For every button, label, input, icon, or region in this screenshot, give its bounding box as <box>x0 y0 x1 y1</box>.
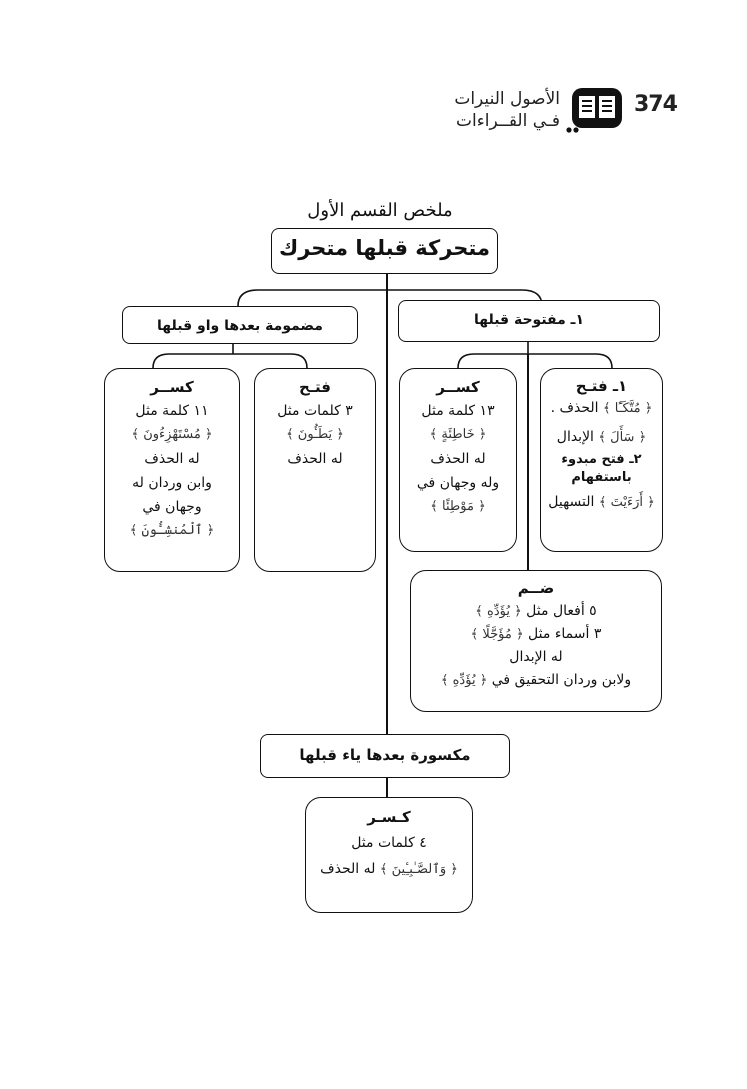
right-kasra-count: ١٣ كلمة مثل <box>421 403 495 419</box>
left-fatha-rule: له الحذف <box>287 451 343 467</box>
left-kasra-extra2: وجهان في <box>142 499 202 515</box>
section-heading: ملخص القسم الأول <box>307 200 453 221</box>
open-book-icon <box>566 86 628 134</box>
right-damma-line2-word: ﴿ مُؤَجَّلًا ﴾ <box>470 627 524 642</box>
right-fatha-rule1: الحذف . <box>550 400 599 416</box>
right-fatha-subtitle: ٢ـ فتح مبدوء باستفهام <box>561 452 642 485</box>
book-title-line2: فـي القــراءات <box>456 111 560 131</box>
branch-left-label: مضمومة بعدها واو قبلها <box>122 306 358 344</box>
left-kasra-title: كســر <box>150 378 194 396</box>
left-fatha-count: ٣ كلمات مثل <box>277 403 353 419</box>
bottom-kasra-title: كـسـر <box>367 808 411 826</box>
right-kasra-box <box>399 368 517 552</box>
right-kasra-word: ﴿ خَاطِئَةٍ ﴾ <box>429 427 487 442</box>
left-fatha-box <box>254 368 376 572</box>
right-damma-line4 <box>411 669 661 692</box>
branch-bottom-label: مكسورة بعدها ياء قبلها <box>260 734 510 778</box>
right-kasra-rule: له الحذف <box>430 451 486 467</box>
left-fatha-word: ﴿ يَطَـُٔونَ ﴾ <box>286 427 344 442</box>
right-damma-line4-text: ولابن وردان التحقيق في <box>491 672 632 688</box>
right-kasra-extra: وله وجهان في <box>416 475 500 491</box>
root-box: متحركة قبلها متحرك <box>271 228 498 274</box>
page-number: 374 <box>634 92 677 117</box>
connector-right-children <box>450 340 620 370</box>
right-fatha-line1 <box>541 397 662 420</box>
right-damma-line1-text: ٥ أفعال مثل <box>526 603 597 619</box>
bottom-kasra-word: ﴿ وَٱلصَّـٰبِـِٔينَ ﴾ <box>379 862 458 877</box>
right-damma-box <box>410 570 662 712</box>
right-fatha-rule3: التسهيل <box>548 494 595 510</box>
right-fatha-title: ١ـ فتـح <box>575 377 628 395</box>
connector-trunk <box>386 274 388 736</box>
book-title <box>420 88 560 132</box>
book-title-line1: الأصول النيرات <box>454 89 560 109</box>
right-damma-title: ضــم <box>517 579 555 597</box>
connector-right-to-damma <box>527 354 529 570</box>
left-kasra-box <box>104 368 240 572</box>
connector-left-children <box>145 340 315 370</box>
right-fatha-line3 <box>541 491 662 514</box>
right-damma-line1-word: ﴿ يُؤَدِّهِ ﴾ <box>475 604 522 619</box>
right-damma-line1 <box>411 600 661 623</box>
right-damma-line4-word: ﴿ يُؤَدِّهِ ﴾ <box>440 673 488 688</box>
bottom-kasra-rule: له الحذف <box>320 861 376 877</box>
right-kasra-title: كســر <box>436 378 480 396</box>
right-kasra-word2: ﴿ مَوْطِئًا ﴾ <box>430 499 486 514</box>
right-damma-rule: له الإبدال <box>509 649 563 665</box>
right-fatha-line2 <box>541 426 662 449</box>
right-fatha-box <box>540 368 663 552</box>
connector-trunk-lower <box>386 778 388 798</box>
left-fatha-title: فتـح <box>299 378 331 396</box>
right-fatha-word1: ﴿ مُتَّكَـًٔا ﴾ <box>603 401 653 416</box>
bottom-kasra-line <box>306 856 472 883</box>
right-damma-line2-text: ٣ أسماء مثل <box>528 626 602 642</box>
left-kasra-extra1: وابن وردان له <box>132 475 212 491</box>
left-kasra-count: ١١ كلمة مثل <box>135 403 209 419</box>
right-fatha-rule2: الإبدال <box>556 429 594 445</box>
left-kasra-word: ﴿ مُسْتَهْزِءُونَ ﴾ <box>131 427 213 442</box>
branch-right-label: ١ـ مفتوحة قبلها <box>398 300 660 342</box>
left-kasra-word2: ﴿ ٱلْمُنشِـُٔونَ ﴾ <box>129 523 215 538</box>
right-fatha-word2: ﴿ سَأَلَ ﴾ <box>598 430 647 445</box>
bottom-kasra-count: ٤ كلمات مثل <box>351 835 427 851</box>
right-damma-line2 <box>411 623 661 646</box>
left-kasra-rule: له الحذف <box>144 451 200 467</box>
right-fatha-word3: ﴿ أَرَءَيْتَ ﴾ <box>598 495 655 510</box>
bottom-kasra-box <box>305 797 473 913</box>
